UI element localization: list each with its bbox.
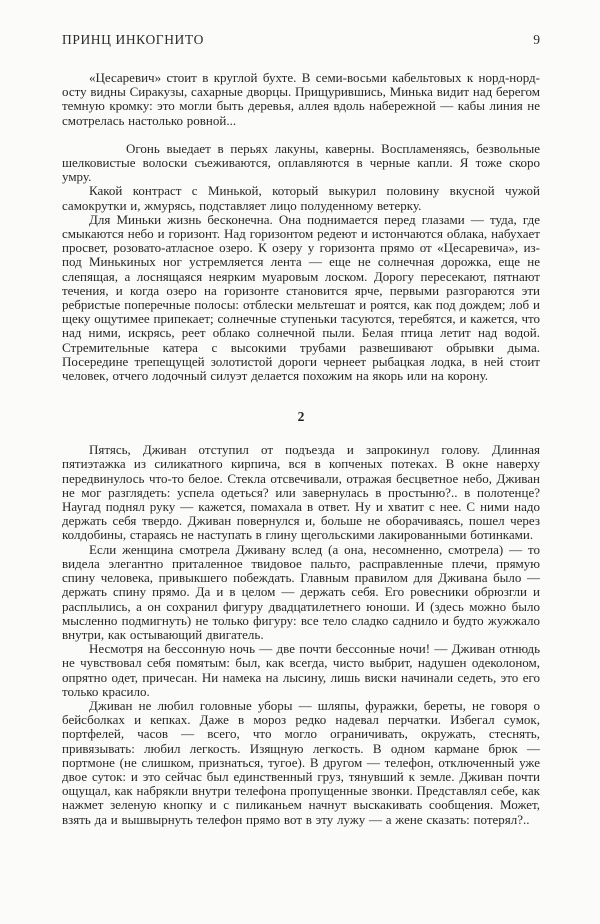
page-header xyxy=(62,32,540,48)
paragraph: Огонь выедает в перьях лакуны, каверны. Воспламеняясь, безвольные шелковистые волоски съеживаются, оплавляются в черные капли. Я тоже скоро умру. xyxy=(62,140,540,185)
running-title: ПРИНЦ ИНКОГНИТО xyxy=(62,32,204,47)
section-number: 2 xyxy=(297,409,305,425)
paragraph: Какой контраст с Минькой, который выкурил половину вкусной чужой самокрутки и, жмурясь, подставляет лицо полуденному ветерку. xyxy=(62,183,540,213)
paragraph: Несмотря на бессонную ночь — две почти бессонные ночи! — Дживан отнюдь не чувствовал себя помятым: был, как всегда, чисто выбрит, надушен одеколоном, опрятно одет, причесан. Ни намека на лысину, лишь виски начинали седеть, это его только красило. xyxy=(62,641,540,699)
book-page xyxy=(62,32,540,827)
page-number: 9 xyxy=(533,32,540,47)
page-body xyxy=(62,71,540,827)
paragraph: Дживан не любил головные уборы — шляпы, фуражки, береты, не говоря о бейсболках и кепках. Даже в мороз редко надевал перчатки. Избегал сумок, портфелей, часов — всего, что могло ограничивать, окружать, стеснять, привязывать: любил легкость. Изящную легкость. В одном кармане брюк — портмоне (не слишком, признаться, тугое). В другом — телефон, отключенный уже двое суток: и это сейчас был единственный груз, тянувший к земле. Дживан почти ощущал, как набрякли внутри телефона пропущенные звонки. Представлял себе, как нажмет зеленую кнопку и с пиликаньем начнут выскакивать сообщения. Может, взять да и вышвырнуть телефон прямо вот в эту лужу — а жене сказать: потерял?.. xyxy=(62,697,540,827)
paragraph: Если женщина смотрела Дживану вслед (а она, несомненно, смотрела) — то видела элегантно приталенное твидовое пальто, расправленные плечи, прямую спину человека, привыкшего побеждать. Главным правилом для Дживана было — держать спину прямо. Да и в целом — держать себя. Его ровесники обрюзгли и расплылись, а он сохранил фигуру двадцатилетнего юноши. И (здесь можно было мысленно подмигнуть) не только фигуру: все тело сладко саднило и будто жужжало внутри, как остывающий двигатель. xyxy=(62,541,540,642)
paragraph: Пятясь, Дживан отступил от подъезда и запрокинул голову. Длинная пятиэтажка из силикатного кирпича, вся в копченых потеках. В окне наверху передвинулось что-то белое. Стекла отсвечивали, отражая бесцветное небо, Дживан не мог разглядеть: успела одеться? или завернулась в простыню?.. в полотенце? Наугад поднял руку — кажется, помахала в ответ. Ну и хватит с нее. С ними надо держать себя твердо. Дживан повернулся и, больше не оборачиваясь, пошел через колдобины, стараясь не наступать в глину щегольскими лакированными ботинками. xyxy=(62,442,540,543)
paragraph: «Цесаревич» стоит в круглой бухте. В семи-восьми кабельтовых к норд-норд-осту видны Сиракузы, сахарные дворцы. Прищурившись, Минька видит над берегом темную кромку: это могли быть деревья, аллея вдоль набережной — кабы линия не смотрелась настолько ровной... xyxy=(62,70,540,128)
paragraph: Для Миньки жизнь бесконечна. Она поднимается перед глазами — туда, где смыкаются небо и горизонт. Над горизонтом редеют и истончаются облака, набухает просвет, розовато-атласное озеро. К озеру у горизонта прямо от «Цесаревича», из-под Минькиных ног устремляется лента — еще не солнечная дорожка, еще не слепящая, а лоснящаяся неярким муаровым лоском. Дорогу пересекают, пятнают течения, и когда озеро на горизонте становится ярче, первыми разгораются эти ребристые поперечные полосы: отблески мельтешат и роятся, как под дождем; лоб и щеку ощутимее припекает; солнечные ступеньки тасуются, теребятся, и кажется, что над ними, искрясь, реет облако солнечной пыли. Белая птица летит над водой. Стремительные катера с высокими трубами развешивают обрывки дыма. Посередине трепещущей золотистой дороги чернеет рыбацкая лодка, в ней стоит человек, отчего лодочный силуэт делается похожим на якорь или на корону. xyxy=(62,211,540,384)
